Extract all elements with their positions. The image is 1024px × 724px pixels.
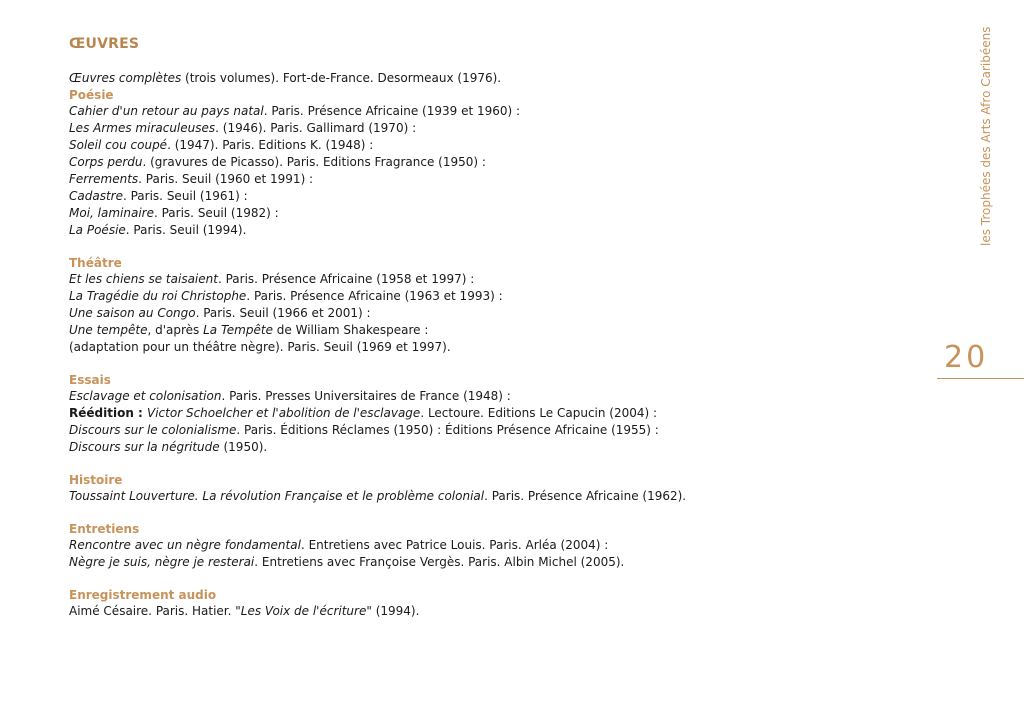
text-run: . (1947). Paris. Editions K. (1948) :	[167, 138, 374, 152]
bibliography-entry	[69, 271, 929, 288]
section	[69, 87, 929, 239]
text-run: (adaptation pour un théâtre nègre). Paris. Seuil (1969 et 1997).	[69, 340, 451, 354]
text-run: Nègre je suis, nègre je resterai	[69, 555, 255, 569]
bibliography-entry	[69, 603, 929, 620]
intro-entry	[69, 70, 929, 87]
text-run: Une tempête	[69, 323, 148, 337]
text-run: de William Shakespeare :	[272, 323, 429, 337]
text-run: Esclavage et colonisation	[69, 389, 222, 403]
text-run: . Paris. Presses Universitaires de France (1948) :	[221, 389, 511, 403]
bibliography-entry	[69, 222, 929, 239]
section-title: Théâtre	[69, 256, 122, 270]
section-title: Entretiens	[69, 522, 140, 536]
text-run: . Paris. Seuil (1960 et 1991) :	[138, 172, 314, 186]
section	[69, 587, 929, 620]
document-title: ŒUVRES	[69, 36, 140, 52]
text-run: Aimé Césaire. Paris. Hatier. "	[69, 604, 241, 618]
document-body	[69, 36, 929, 636]
section	[69, 521, 929, 571]
text-run: . (1946). Paris. Gallimard (1970) :	[215, 121, 417, 135]
text-run: . Paris. Présence Africaine (1958 et 1997) :	[217, 272, 475, 286]
bibliography-entry	[69, 488, 929, 505]
text-run: Corps perdu	[69, 155, 143, 169]
bibliography-entry	[69, 439, 929, 456]
text-run: Œuvres complètes	[69, 71, 182, 85]
section	[69, 372, 929, 456]
bibliography-entry	[69, 120, 929, 137]
bibliography-entry	[69, 305, 929, 322]
sections-container	[69, 87, 929, 620]
text-run: Discours sur la négritude	[69, 440, 220, 454]
text-run: . Paris. Présence Africaine (1962).	[484, 489, 687, 503]
text-run: , d'après	[147, 323, 204, 337]
text-run: . Entretiens avec Patrice Louis. Paris. Arléa (2004) :	[300, 538, 609, 552]
page-number-rule	[937, 378, 1024, 379]
text-run: . Paris. Seuil (1961) :	[122, 189, 248, 203]
bibliography-entry	[69, 537, 929, 554]
text-run: (trois volumes). Fort-de-France. Desormeaux (1976).	[181, 71, 502, 85]
bibliography-entry	[69, 422, 929, 439]
bibliography-entry	[69, 322, 929, 339]
bibliography-entry	[69, 103, 929, 120]
side-running-title: les Trophées des Arts Afro Caribéens	[979, 26, 993, 246]
text-run: Ferrements	[69, 172, 139, 186]
bibliography-entry	[69, 171, 929, 188]
text-run: Toussaint Louverture. La révolution Française et le problème colonial	[69, 489, 485, 503]
bibliography-entry	[69, 388, 929, 405]
bibliography-entry	[69, 205, 929, 222]
bibliography-entry	[69, 154, 929, 171]
text-run: Et les chiens se taisaient	[69, 272, 218, 286]
bibliography-entry	[69, 405, 929, 422]
page-number: 20	[944, 340, 989, 375]
section-title: Poésie	[69, 88, 114, 102]
text-run: Une saison au Congo	[69, 306, 196, 320]
text-run: Rencontre avec un nègre fondamental	[69, 538, 301, 552]
text-run: . Paris. Seuil (1966 et 2001) :	[195, 306, 371, 320]
text-run: (1950).	[219, 440, 268, 454]
text-run: . Paris. Seuil (1994).	[125, 223, 247, 237]
bibliography-entry	[69, 188, 929, 205]
text-run: Les Voix de l'écriture	[240, 604, 367, 618]
text-run: . Entretiens avec Françoise Vergès. Paris. Albin Michel (2005).	[254, 555, 625, 569]
text-run: . Paris. Présence Africaine (1963 et 1993) :	[246, 289, 503, 303]
text-run: . Paris. Éditions Réclames (1950) : Éditions Présence Africaine (1955) :	[236, 423, 659, 437]
text-run: La Tragédie du roi Christophe	[69, 289, 247, 303]
bibliography-entry	[69, 137, 929, 154]
text-run: . Paris. Présence Africaine (1939 et 1960) :	[263, 104, 521, 118]
section	[69, 255, 929, 356]
text-run: La Tempête	[203, 323, 273, 337]
text-run: Soleil cou coupé	[69, 138, 168, 152]
bibliography-entry	[69, 554, 929, 571]
text-run: Les Armes miraculeuses	[69, 121, 216, 135]
section-title: Essais	[69, 373, 111, 387]
text-run: . (gravures de Picasso). Paris. Editions Fragrance (1950) :	[142, 155, 486, 169]
text-run: Discours sur le colonialisme	[69, 423, 237, 437]
text-run: Victor Schoelcher et l'abolition de l'esclavage	[147, 406, 421, 420]
section-title: Enregistrement audio	[69, 588, 217, 602]
section	[69, 472, 929, 505]
bibliography-entry	[69, 288, 929, 305]
text-run: . Lectoure. Editions Le Capucin (2004) :	[420, 406, 658, 420]
text-run: Cahier d'un retour au pays natal	[69, 104, 264, 118]
text-run: " (1994).	[366, 604, 420, 618]
text-run: Moi, laminaire	[69, 206, 154, 220]
text-run: La Poésie	[69, 223, 126, 237]
bibliography-entry	[69, 339, 929, 356]
text-run: Réédition :	[69, 406, 148, 420]
text-run: Cadastre	[69, 189, 123, 203]
section-title: Histoire	[69, 473, 123, 487]
text-run: . Paris. Seuil (1982) :	[153, 206, 279, 220]
